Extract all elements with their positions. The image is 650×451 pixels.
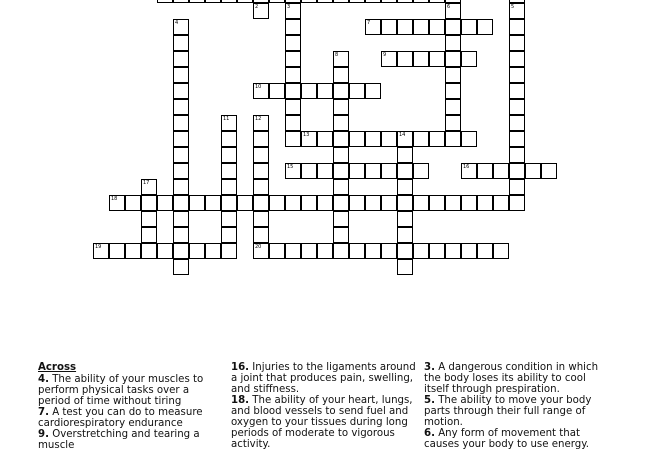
- crossword-cell[interactable]: [333, 179, 349, 195]
- clues-column-1: [38, 362, 223, 451]
- crossword-cell[interactable]: [253, 163, 269, 179]
- crossword-cell[interactable]: [157, 243, 173, 259]
- crossword-cell[interactable]: [461, 51, 477, 67]
- clue-number-label: 15: [287, 164, 294, 170]
- crossword-cell[interactable]: [253, 83, 269, 99]
- crossword-cell[interactable]: [253, 243, 269, 259]
- crossword-cell[interactable]: [253, 179, 269, 195]
- crossword-cell[interactable]: [301, 131, 317, 147]
- crossword-cell[interactable]: [397, 147, 413, 163]
- clue-number-label: 20: [255, 244, 262, 250]
- crossword-cell[interactable]: [221, 195, 237, 211]
- crossword-cell[interactable]: [461, 195, 477, 211]
- crossword-cell[interactable]: [333, 227, 349, 243]
- crossword-cell[interactable]: [509, 115, 525, 131]
- clue-item-text: The ability of your heart, lungs, and blood vessels to send fuel and oxygen to your tissues during long periods of moderate to vigorous activity.: [231, 395, 413, 450]
- crossword-cell[interactable]: [429, 51, 445, 67]
- clue-item: [38, 374, 223, 407]
- crossword-cell[interactable]: [333, 163, 349, 179]
- clue-number-label: 14: [399, 132, 406, 138]
- crossword-cell[interactable]: [397, 163, 413, 179]
- crossword-cell[interactable]: [509, 163, 525, 179]
- crossword-cell[interactable]: [333, 51, 349, 67]
- crossword-cell[interactable]: [173, 19, 189, 35]
- crossword-cell[interactable]: [173, 0, 189, 3]
- crossword-cell[interactable]: [253, 3, 269, 19]
- crossword-cell[interactable]: [477, 243, 493, 259]
- crossword-cell[interactable]: [365, 19, 381, 35]
- crossword-cell[interactable]: [493, 243, 509, 259]
- crossword-cell[interactable]: [461, 163, 477, 179]
- crossword-cell[interactable]: [365, 243, 381, 259]
- crossword-cell[interactable]: [189, 243, 205, 259]
- crossword-cell[interactable]: [349, 131, 365, 147]
- crossword-cell[interactable]: [317, 195, 333, 211]
- crossword-cell[interactable]: [333, 67, 349, 83]
- crossword-cell[interactable]: [381, 131, 397, 147]
- crossword-cell[interactable]: [397, 179, 413, 195]
- clue-number-label: 5: [511, 4, 515, 10]
- crossword-cell[interactable]: [221, 0, 237, 3]
- crossword-cell[interactable]: [221, 131, 237, 147]
- crossword-cell[interactable]: [413, 195, 429, 211]
- crossword-cell[interactable]: [477, 163, 493, 179]
- crossword-cell[interactable]: [413, 163, 429, 179]
- crossword-cell[interactable]: [445, 115, 461, 131]
- crossword-cell[interactable]: [381, 195, 397, 211]
- clue-item-text: A dangerous condition in which the body loses its ability to cool itself through prespiration.: [424, 362, 599, 395]
- crossword-cell[interactable]: [445, 195, 461, 211]
- crossword-cell[interactable]: [333, 147, 349, 163]
- crossword-cell[interactable]: [301, 163, 317, 179]
- crossword-cell[interactable]: [317, 0, 333, 3]
- crossword-cell[interactable]: [285, 35, 301, 51]
- crossword-cell[interactable]: [173, 163, 189, 179]
- crossword-cell[interactable]: [397, 131, 413, 147]
- crossword-cell[interactable]: [349, 243, 365, 259]
- clue-item-number: 16.: [231, 362, 250, 373]
- clue-number-label: 9: [383, 52, 387, 58]
- clue-item: [424, 428, 604, 450]
- crossword-cell[interactable]: [173, 195, 189, 211]
- crossword-cell[interactable]: [445, 243, 461, 259]
- crossword-cell[interactable]: [445, 99, 461, 115]
- crossword-cell[interactable]: [237, 0, 253, 3]
- crossword-cell[interactable]: [253, 147, 269, 163]
- crossword-cell[interactable]: [93, 243, 109, 259]
- crossword-cell[interactable]: [317, 163, 333, 179]
- clue-number-label: 6: [447, 4, 451, 10]
- crossword-cell[interactable]: [381, 243, 397, 259]
- crossword-cell[interactable]: [381, 51, 397, 67]
- clue-item-number: 7.: [38, 407, 49, 418]
- crossword-cell[interactable]: [109, 243, 125, 259]
- clue-number-label: 11: [223, 116, 230, 122]
- crossword-cell[interactable]: [381, 163, 397, 179]
- crossword-cell[interactable]: [477, 19, 493, 35]
- crossword-cell[interactable]: [429, 195, 445, 211]
- crossword-cell[interactable]: [333, 115, 349, 131]
- crossword-cell[interactable]: [205, 195, 221, 211]
- crossword-cell[interactable]: [413, 131, 429, 147]
- crossword-cell[interactable]: [429, 243, 445, 259]
- crossword-cell[interactable]: [381, 19, 397, 35]
- crossword-cell[interactable]: [221, 147, 237, 163]
- crossword-cell[interactable]: [397, 211, 413, 227]
- crossword-cell[interactable]: [509, 195, 525, 211]
- clue-item-number: 18.: [231, 395, 250, 406]
- crossword-cell[interactable]: [445, 83, 461, 99]
- crossword-cell[interactable]: [365, 163, 381, 179]
- clue-item: [38, 407, 223, 429]
- across-heading: Across: [38, 362, 77, 373]
- crossword-cell[interactable]: [285, 131, 301, 147]
- crossword-cell[interactable]: [397, 259, 413, 275]
- crossword-cell[interactable]: [509, 131, 525, 147]
- crossword-cell[interactable]: [285, 195, 301, 211]
- crossword-cell[interactable]: [301, 243, 317, 259]
- crossword-cell[interactable]: [509, 179, 525, 195]
- crossword-cell[interactable]: [253, 115, 269, 131]
- crossword-cell[interactable]: [141, 211, 157, 227]
- crossword-cell[interactable]: [285, 243, 301, 259]
- crossword-cell[interactable]: [509, 3, 525, 19]
- crossword-cell[interactable]: [189, 195, 205, 211]
- crossword-cell[interactable]: [365, 195, 381, 211]
- crossword-cell[interactable]: [205, 243, 221, 259]
- crossword-cell[interactable]: [285, 115, 301, 131]
- clue-item-text: The ability to move your body parts through their full range of motion.: [424, 395, 592, 428]
- crossword-cell[interactable]: [301, 195, 317, 211]
- crossword-cell[interactable]: [157, 0, 173, 3]
- crossword-cell[interactable]: [157, 195, 173, 211]
- clues-column-3: [424, 362, 604, 450]
- crossword-cell[interactable]: [221, 211, 237, 227]
- crossword-cell[interactable]: [173, 147, 189, 163]
- clue-number-label: 18: [111, 196, 118, 202]
- crossword-cell[interactable]: [397, 227, 413, 243]
- crossword-cell[interactable]: [445, 51, 461, 67]
- crossword-cell[interactable]: [285, 3, 301, 19]
- crossword-cell[interactable]: [413, 51, 429, 67]
- clue-item-text: Overstretching and tearing a muscle: [38, 429, 200, 451]
- crossword-cell[interactable]: [509, 35, 525, 51]
- crossword-cell[interactable]: [349, 195, 365, 211]
- crossword-cell[interactable]: [397, 51, 413, 67]
- crossword-cell[interactable]: [445, 67, 461, 83]
- crossword-cell[interactable]: [221, 179, 237, 195]
- crossword-cell[interactable]: [445, 19, 461, 35]
- crossword-cell[interactable]: [509, 99, 525, 115]
- clue-number-label: 12: [255, 116, 262, 122]
- crossword-cell[interactable]: [173, 211, 189, 227]
- clue-item-text: Any form of movement that causes your body to use energy.: [424, 428, 590, 450]
- crossword-cell[interactable]: [493, 163, 509, 179]
- clue-item: [424, 395, 604, 428]
- crossword-cell[interactable]: [173, 259, 189, 275]
- crossword-cell[interactable]: [253, 131, 269, 147]
- crossword-cell[interactable]: [333, 243, 349, 259]
- crossword-cell[interactable]: [333, 83, 349, 99]
- crossword-cell[interactable]: [365, 83, 381, 99]
- crossword-cell[interactable]: [445, 131, 461, 147]
- clue-item-number: 9.: [38, 429, 49, 440]
- clue-number-label: 16: [463, 164, 470, 170]
- crossword-cell[interactable]: [237, 195, 253, 211]
- crossword-cell[interactable]: [333, 99, 349, 115]
- crossword-cell[interactable]: [333, 0, 349, 3]
- crossword-cell[interactable]: [525, 163, 541, 179]
- crossword-cell[interactable]: [221, 115, 237, 131]
- clue-item: [38, 429, 223, 451]
- crossword-cell[interactable]: [141, 243, 157, 259]
- crossword-cell[interactable]: [413, 19, 429, 35]
- clue-item: [424, 362, 604, 395]
- crossword-cell[interactable]: [269, 0, 285, 3]
- crossword-cell[interactable]: [397, 243, 413, 259]
- crossword-cell[interactable]: [365, 0, 381, 3]
- crossword-cell[interactable]: [397, 19, 413, 35]
- crossword-cell[interactable]: [285, 19, 301, 35]
- crossword-cell[interactable]: [125, 243, 141, 259]
- crossword-cell[interactable]: [221, 227, 237, 243]
- crossword-cell[interactable]: [509, 51, 525, 67]
- clue-number-label: 17: [143, 180, 150, 186]
- crossword-cell[interactable]: [269, 243, 285, 259]
- crossword-cell[interactable]: [301, 83, 317, 99]
- clue-item-number: 6.: [424, 428, 435, 439]
- crossword-cell[interactable]: [381, 0, 397, 3]
- clue-number-label: 19: [95, 244, 102, 250]
- clue-number-label: 10: [255, 84, 262, 90]
- crossword-cell[interactable]: [317, 131, 333, 147]
- clue-item-text: Injuries to the ligaments around a joint that produces pain, swelling, and stiffness.: [231, 362, 416, 395]
- clue-number-label: 4: [175, 20, 179, 26]
- clue-item-text: The ability of your muscles to perform physical tasks over a period of time without tiring: [38, 374, 204, 407]
- across-clue-list-continued: [231, 362, 416, 450]
- crossword-cell[interactable]: [333, 195, 349, 211]
- crossword-cell[interactable]: [173, 131, 189, 147]
- crossword-cell[interactable]: [429, 131, 445, 147]
- crossword-cell[interactable]: [253, 195, 269, 211]
- crossword-cell[interactable]: [173, 83, 189, 99]
- crossword-cell[interactable]: [333, 211, 349, 227]
- crossword-cell[interactable]: [285, 51, 301, 67]
- clue-number-label: 7: [367, 20, 371, 26]
- crossword-cell[interactable]: [269, 195, 285, 211]
- crossword-cell[interactable]: [445, 35, 461, 51]
- crossword-cell[interactable]: [317, 83, 333, 99]
- down-clue-list: [424, 362, 604, 450]
- crossword-cell[interactable]: [109, 195, 125, 211]
- crossword-cell[interactable]: [173, 67, 189, 83]
- crossword-cell[interactable]: [365, 131, 381, 147]
- crossword-cell[interactable]: [349, 163, 365, 179]
- crossword-cell[interactable]: [285, 99, 301, 115]
- crossword-cell[interactable]: [221, 163, 237, 179]
- crossword-cell[interactable]: [509, 19, 525, 35]
- crossword-cell[interactable]: [173, 35, 189, 51]
- crossword-cell[interactable]: [333, 131, 349, 147]
- crossword-cell[interactable]: [477, 195, 493, 211]
- clue-number-label: 13: [303, 132, 310, 138]
- crossword-cell[interactable]: [461, 19, 477, 35]
- clues-column-2: [231, 362, 416, 450]
- crossword-cell[interactable]: [205, 0, 221, 3]
- crossword-cell[interactable]: [173, 99, 189, 115]
- crossword-cell[interactable]: [429, 0, 445, 3]
- crossword-cell[interactable]: [173, 179, 189, 195]
- crossword-cell[interactable]: [269, 83, 285, 99]
- clue-number-label: 3: [287, 4, 291, 10]
- clue-item-number: 4.: [38, 374, 49, 385]
- crossword-cell[interactable]: [397, 195, 413, 211]
- clue-item: [231, 362, 416, 395]
- crossword-cell[interactable]: [413, 0, 429, 3]
- crossword-cell[interactable]: [125, 195, 141, 211]
- crossword-cell[interactable]: [317, 243, 333, 259]
- crossword-cell[interactable]: [253, 211, 269, 227]
- clue-item-number: 5.: [424, 395, 435, 406]
- crossword-cell[interactable]: [173, 227, 189, 243]
- crossword-cell[interactable]: [397, 0, 413, 3]
- crossword-cell[interactable]: [461, 131, 477, 147]
- crossword-cell[interactable]: [173, 51, 189, 67]
- clue-number-label: 2: [255, 4, 259, 10]
- crossword-cell[interactable]: [285, 67, 301, 83]
- crossword-cell[interactable]: [173, 115, 189, 131]
- clue-item: [231, 395, 416, 450]
- across-clue-list: [38, 374, 223, 451]
- crossword-cell[interactable]: [285, 163, 301, 179]
- crossword-cell[interactable]: [509, 147, 525, 163]
- crossword-cell[interactable]: [429, 19, 445, 35]
- crossword-cell[interactable]: [141, 195, 157, 211]
- crossword-cell[interactable]: [509, 83, 525, 99]
- clue-number-label: 8: [335, 52, 339, 58]
- crossword-cell[interactable]: [189, 0, 205, 3]
- crossword-cell[interactable]: [253, 227, 269, 243]
- crossword-cell[interactable]: [349, 83, 365, 99]
- crossword-cell[interactable]: [173, 243, 189, 259]
- crossword-cell[interactable]: [301, 0, 317, 3]
- crossword-cell[interactable]: [445, 3, 461, 19]
- crossword-cell[interactable]: [349, 0, 365, 3]
- crossword-cell[interactable]: [461, 243, 477, 259]
- clue-item-number: 3.: [424, 362, 435, 373]
- crossword-cell[interactable]: [509, 67, 525, 83]
- crossword-cell[interactable]: [413, 243, 429, 259]
- clue-item-text: A test you can do to measure cardiorespiratory endurance: [38, 407, 203, 429]
- crossword-cell[interactable]: [493, 195, 509, 211]
- crossword-cell[interactable]: [141, 179, 157, 195]
- crossword-cell[interactable]: [285, 83, 301, 99]
- crossword-cell[interactable]: [541, 163, 557, 179]
- crossword-cell[interactable]: [221, 243, 237, 259]
- crossword-cell[interactable]: [141, 227, 157, 243]
